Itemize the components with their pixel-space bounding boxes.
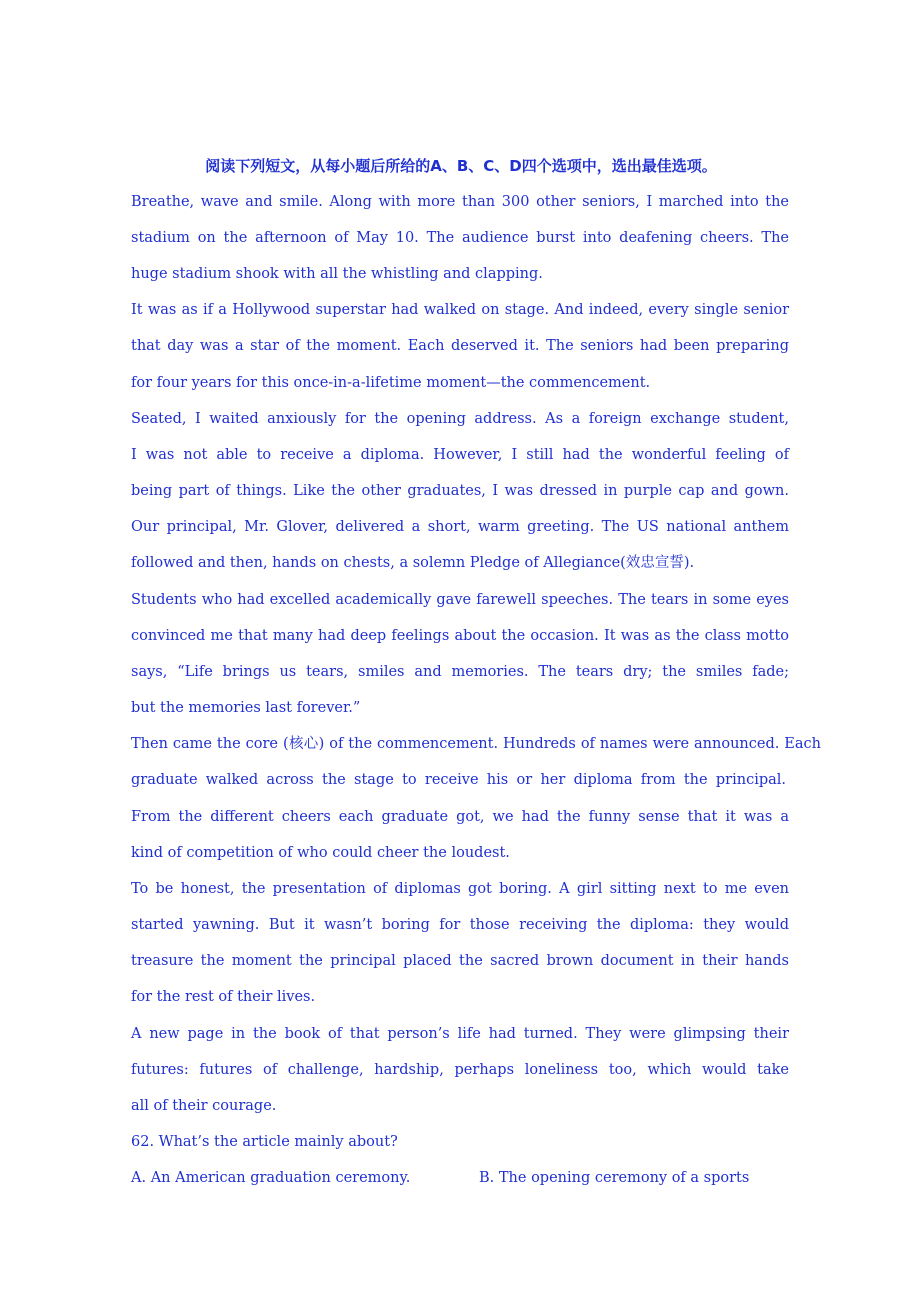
passage-line: treasure the moment the principal placed the sacred brown document in their hands [131,953,789,969]
option-a: A. An American graduation ceremony. [131,1170,411,1186]
passage-line: says, “Life brings us tears, smiles and memories. The tears dry; the smiles fade; [131,664,789,680]
passage-line: for four years for this once-in-a-lifetime moment—the commencement. [131,375,651,391]
passage-line: followed and then, hands on chests, a solemn Pledge of Allegiance(效忠宣誓). [131,555,695,571]
passage-line: being part of things. Like the other graduates, I was dressed in purple cap and gown. [131,483,789,499]
passage-line: convinced me that many had deep feelings about the occasion. It was as the class motto [131,628,789,644]
passage-line: Seated, I waited anxiously for the opening address. As a foreign exchange student, [131,411,789,427]
passage-line: From the different cheers each graduate got, we had the funny sense that it was a [131,809,789,825]
instruction-heading: 阅读下列短文，从每小题后所给的A、B、C、D四个选项中，选出最佳选项。 [205,157,717,175]
passage-line: for the rest of their lives. [131,989,316,1005]
passage-line: futures: futures of challenge, hardship, perhaps loneliness too, which would take [131,1062,789,1078]
passage-line: I was not able to receive a diploma. However, I still had the wonderful feeling of [131,447,789,463]
passage-line: Breathe, wave and smile. Along with more than 300 other seniors, I marched into the [131,194,789,210]
passage-line: Then came the core (核心) of the commencement. Hundreds of names were announced. Each [131,736,821,752]
passage-line: that day was a star of the moment. Each deserved it. The seniors had been preparing [131,338,789,354]
passage-line: but the memories last forever.” [131,700,361,716]
passage-line: huge stadium shook with all the whistling and clapping. [131,266,543,282]
question-text: 62. What’s the article mainly about? [131,1134,398,1150]
passage-line: A new page in the book of that person’s life had turned. They were glimpsing their [131,1026,789,1042]
passage-line: all of their courage. [131,1098,277,1114]
option-b: B. The opening ceremony of a sports [479,1170,750,1186]
passage-line: started yawning. But it wasn’t boring for those receiving the diploma: they would [131,917,789,933]
passage-line: Students who had excelled academically gave farewell speeches. The tears in some eyes [131,592,789,608]
passage-line: graduate walked across the stage to receive his or her diploma from the principal. [131,772,786,788]
passage-line: To be honest, the presentation of diplomas got boring. A girl sitting next to me even [131,881,789,897]
passage-line: Our principal, Mr. Glover, delivered a short, warm greeting. The US national anthem [131,519,789,535]
passage-line: kind of competition of who could cheer the loudest. [131,845,510,861]
passage-line: stadium on the afternoon of May 10. The audience burst into deafening cheers. The [131,230,789,246]
passage-line: It was as if a Hollywood superstar had walked on stage. And indeed, every single senior [131,302,789,318]
